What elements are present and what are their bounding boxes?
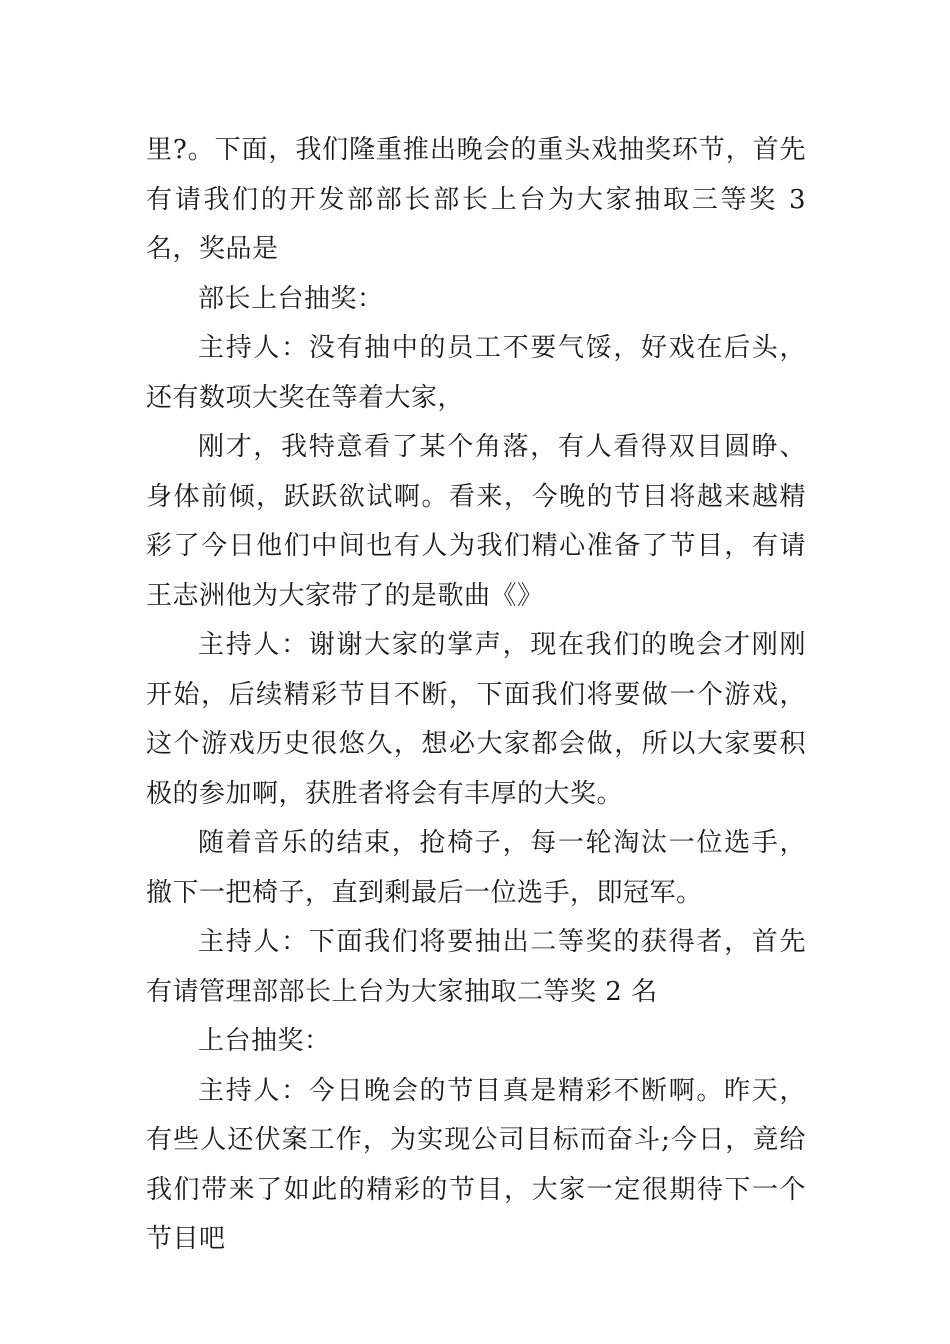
document-page [146,126,806,1265]
paragraph-1: 里?。下面，我们隆重推出晚会的重头戏抽奖环节，首先有请我们的开发部部长部长上台为大家抽取三等奖 3 名，奖品是 [146,135,806,264]
paragraph-3: 主持人：没有抽中的员工不要气馁，好戏在后头，还有数项大奖在等着大家， [146,333,806,413]
paragraph-9: 主持人：今日晚会的节目真是精彩不断啊。昨天，有些人还伏案工作，为实现公司目标而奋斗;今日，竟给我们带来了如此的精彩的节目，大家一定很期待下一个节目吧 [146,1075,806,1254]
paragraph-7: 主持人：下面我们将要抽出二等奖的获得者，首先有请管理部部长上台为大家抽取二等奖 2 名 [146,927,806,1007]
paragraph-2: 部长上台抽奖： [198,283,384,314]
paragraph-5: 主持人：谢谢大家的掌声，现在我们的晚会才刚刚开始，后续精彩节目不断，下面我们将要做一个游戏，这个游戏历史很悠久，想必大家都会做，所以大家要积极的参加啊，获胜者将会有丰厚的大奖。 [146,630,806,809]
paragraph-6: 随着音乐的结束，抢椅子，每一轮淘汰一位选手，撤下一把椅子，直到剩最后一位选手，即冠军。 [146,828,806,908]
paragraph-8: 上台抽奖： [198,1026,331,1056]
paragraph-4: 刚才，我特意看了某个角落，有人看得双目圆睁、身体前倾，跃跃欲试啊。看来，今晚的节目将越来越精彩了今日他们中间也有人为我们精心准备了节目，有请王志洲他为大家带了的是歌曲《》 [146,432,806,611]
